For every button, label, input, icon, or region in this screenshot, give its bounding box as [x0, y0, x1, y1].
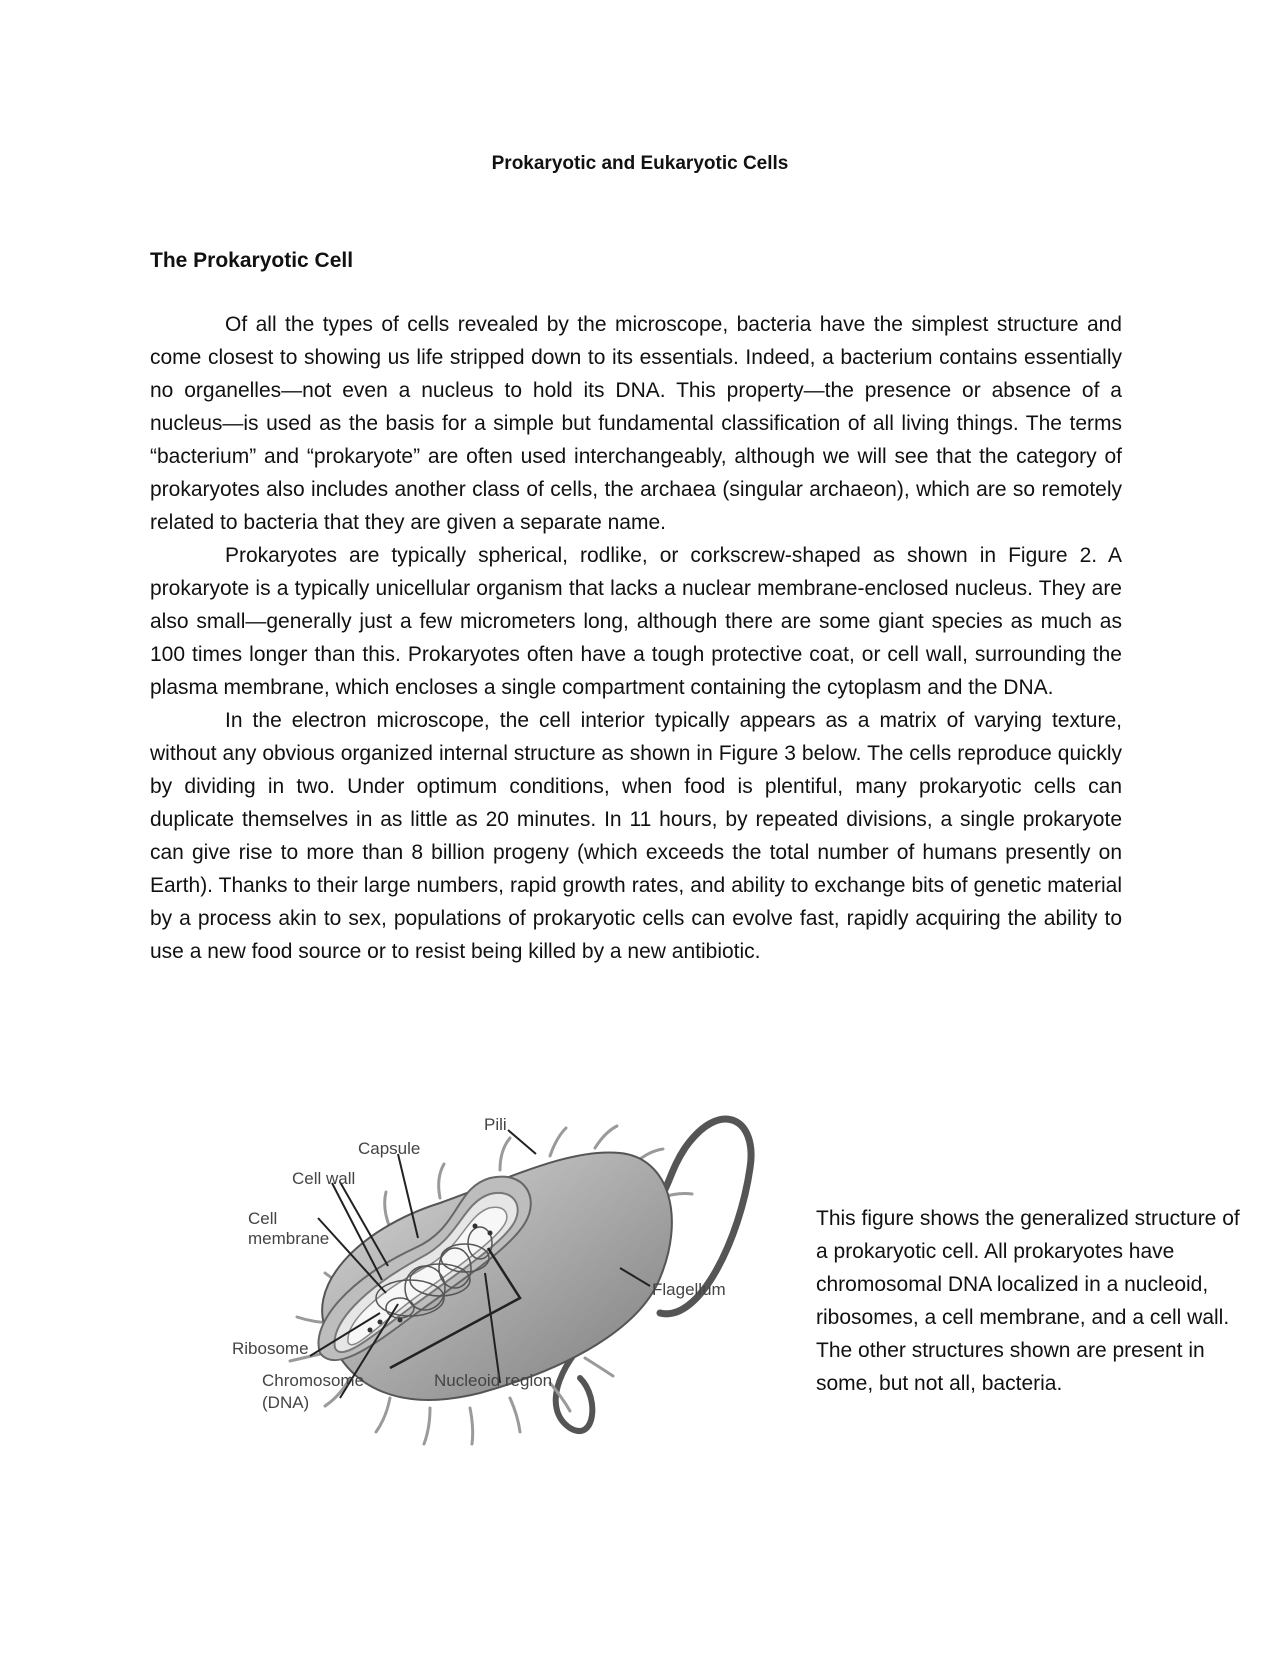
- paragraph-2: Prokaryotes are typically spherical, rodlike, or corkscrew-shaped as shown in Figure 2. A prokaryote is a typically unicellular organism that lacks a nuclear membrane-enclosed nucleus. They are also small—generally just a few micrometers long, although there are some giant species as much as 100 times longer than this. Prokaryotes often have a tough protective coat, or cell wall, surrounding the plasma membrane, which encloses a single compartment containing the cytoplasm and the DNA.: [150, 544, 1122, 699]
- body-text: [150, 308, 1122, 968]
- label-pili: Pili: [484, 1115, 507, 1134]
- document-title: Prokaryotic and Eukaryotic Cells: [491, 153, 789, 174]
- label-flagellum: Flagellum: [652, 1280, 726, 1299]
- label-chromosome-line2: (DNA): [262, 1393, 310, 1412]
- label-chromosome-line1: Chromosome: [262, 1371, 365, 1390]
- label-cell-membrane-line1: Cell: [248, 1209, 278, 1228]
- figure-caption: This figure shows the generalized structure of a prokaryotic cell. All prokaryotes have chromosomal DNA localized in a nucleoid, ribosomes, a cell membrane, and a cell wall. The other structures shown are present in some, but not all, bacteria.: [816, 1207, 1240, 1395]
- label-capsule: Capsule: [358, 1139, 421, 1158]
- label-cell-wall: Cell wall: [292, 1169, 356, 1188]
- prokaryotic-cell-figure: [232, 1108, 780, 1498]
- prokaryotic-cell-diagram: [232, 1108, 780, 1498]
- paragraph-3: In the electron microscope, the cell interior typically appears as a matrix of varying texture, without any obvious organized internal structure as shown in Figure 3 below. The cells reproduce quickly by dividing in two. Under optimum conditions, when food is plentiful, many prokaryotic cells can duplicate themselves in as little as 20 minutes. In 11 hours, by repeated divisions, a single prokaryote can give rise to more than 8 billion progeny (which exceeds the total number of humans presently on Earth). Thanks to their large numbers, rapid growth rates, and ability to exchange bits of genetic material by a process akin to sex, populations of prokaryotic cells can evolve fast, rapidly acquiring the ability to use a new food source or to resist being killed by a new antibiotic.: [150, 709, 1122, 963]
- section-heading: The Prokaryotic Cell: [150, 249, 354, 272]
- label-nucleoid-region: Nucleoid region: [434, 1371, 553, 1390]
- label-ribosome: Ribosome: [232, 1339, 309, 1358]
- paragraph-1: Of all the types of cells revealed by the microscope, bacteria have the simplest structure and come closest to showing us life stripped down to its essentials. Indeed, a bacterium contains essentially no organelles—not even a nucleus to hold its DNA. This property—the presence or absence of a nucleus—is used as the basis for a simple but fundamental classification of all living things. The terms “bacterium” and “prokaryote” are often used interchangeably, although we will see that the category of prokaryotes also includes another class of cells, the archaea (singular archaeon), which are so remotely related to bacteria that they are given a separate name.: [150, 313, 1122, 534]
- label-cell-membrane-line2: membrane: [248, 1229, 330, 1248]
